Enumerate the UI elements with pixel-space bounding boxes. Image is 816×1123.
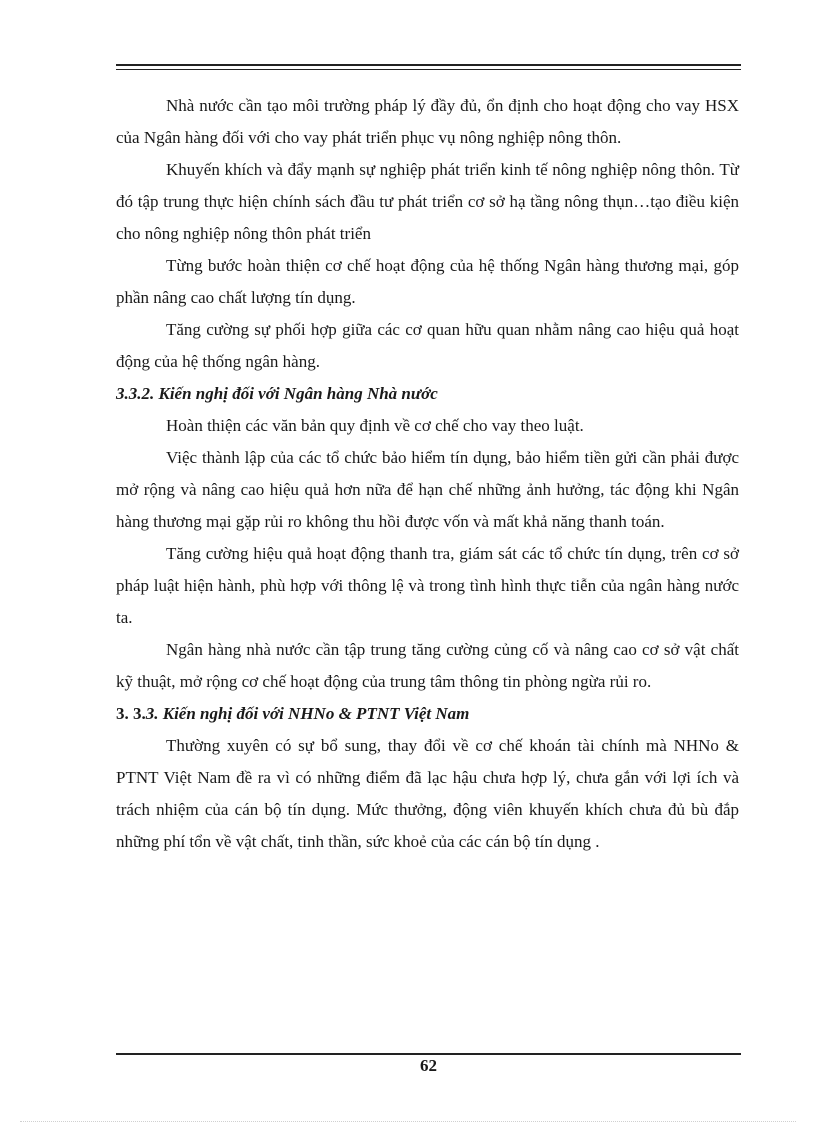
paragraph: Khuyến khích và đẩy mạnh sự nghiệp phát triển kinh tế nông nghiệp nông thôn. Từ đó tập trung thực hiện chính sách đầu tư phát triển cơ sở hạ tầng nông thụn…tạo điều kiện cho nông nghiệp nông thôn phát triển (116, 160, 739, 243)
section-number: 3.3.2. (116, 384, 155, 403)
section-heading-3-3-2 (116, 378, 739, 410)
header-rule-thin (116, 69, 741, 70)
page-body (116, 90, 739, 858)
paragraph: Việc thành lập của các tổ chức bảo hiểm tín dụng, bảo hiểm tiền gửi cần phải được mở rộng và nâng cao hiệu quả hơn nữa để hạn chế những ảnh hưởng, tác động khi Ngân hàng thương mại gặp rủi ro không thu hồi được vốn và mất khả năng thanh toán. (116, 448, 739, 531)
page-number: 62 (420, 1056, 437, 1075)
paragraph: Ngân hàng nhà nước cần tập trung tăng cường củng cố và nâng cao cơ sở vật chất kỹ thuật, mở rộng cơ chế hoạt động của trung tâm thông tin phòng ngừa rủi ro. (116, 640, 739, 691)
paragraph: Hoàn thiện các văn bản quy định về cơ chế cho vay theo luật. (166, 416, 584, 435)
paragraph: Từng bước hoàn thiện cơ chế hoạt động của hệ thống Ngân hàng thương mại, góp phần nâng cao chất lượng tín dụng. (116, 256, 739, 307)
section-number: 3. 3. (116, 704, 146, 723)
section-heading-3-3-3 (116, 698, 739, 730)
paragraph: Thường xuyên có sự bổ sung, thay đổi về cơ chế khoán tài chính mà NHNo & PTNT Việt Nam đề ra vì có những điểm đã lạc hậu chưa hợp lý, chưa gắn với lợi ích và trách nhiệm của cán bộ tín dụng. Mức thưởng, động viên khuyến khích chưa đủ bù đắp những phí tổn về vật chất, tinh thần, sức khoẻ của các cán bộ tín dụng . (116, 736, 739, 851)
paragraph: Nhà nước cần tạo môi trường pháp lý đầy đủ, ổn định cho hoạt động cho vay HSX của Ngân hàng đối với cho vay phát triển phục vụ nông nghiệp nông thôn. (116, 96, 739, 147)
page-edge-dotted-line (20, 1121, 796, 1122)
section-title: 3. Kiến nghị đối với NHNo & PTNT Việt Nam (145, 704, 470, 723)
paragraph: Tăng cường hiệu quả hoạt động thanh tra, giám sát các tổ chức tín dụng, trên cơ sở pháp luật hiện hành, phù hợp với thông lệ và trong tình hình thực tiễn của ngân hàng nước ta. (116, 544, 739, 627)
paragraph: Tăng cường sự phối hợp giữa các cơ quan hữu quan nhằm nâng cao hiệu quả hoạt động của hệ thống ngân hàng. (116, 320, 739, 371)
section-title: Kiến nghị đối với Ngân hàng Nhà nước (158, 384, 438, 403)
header-rule-thick (116, 64, 741, 66)
